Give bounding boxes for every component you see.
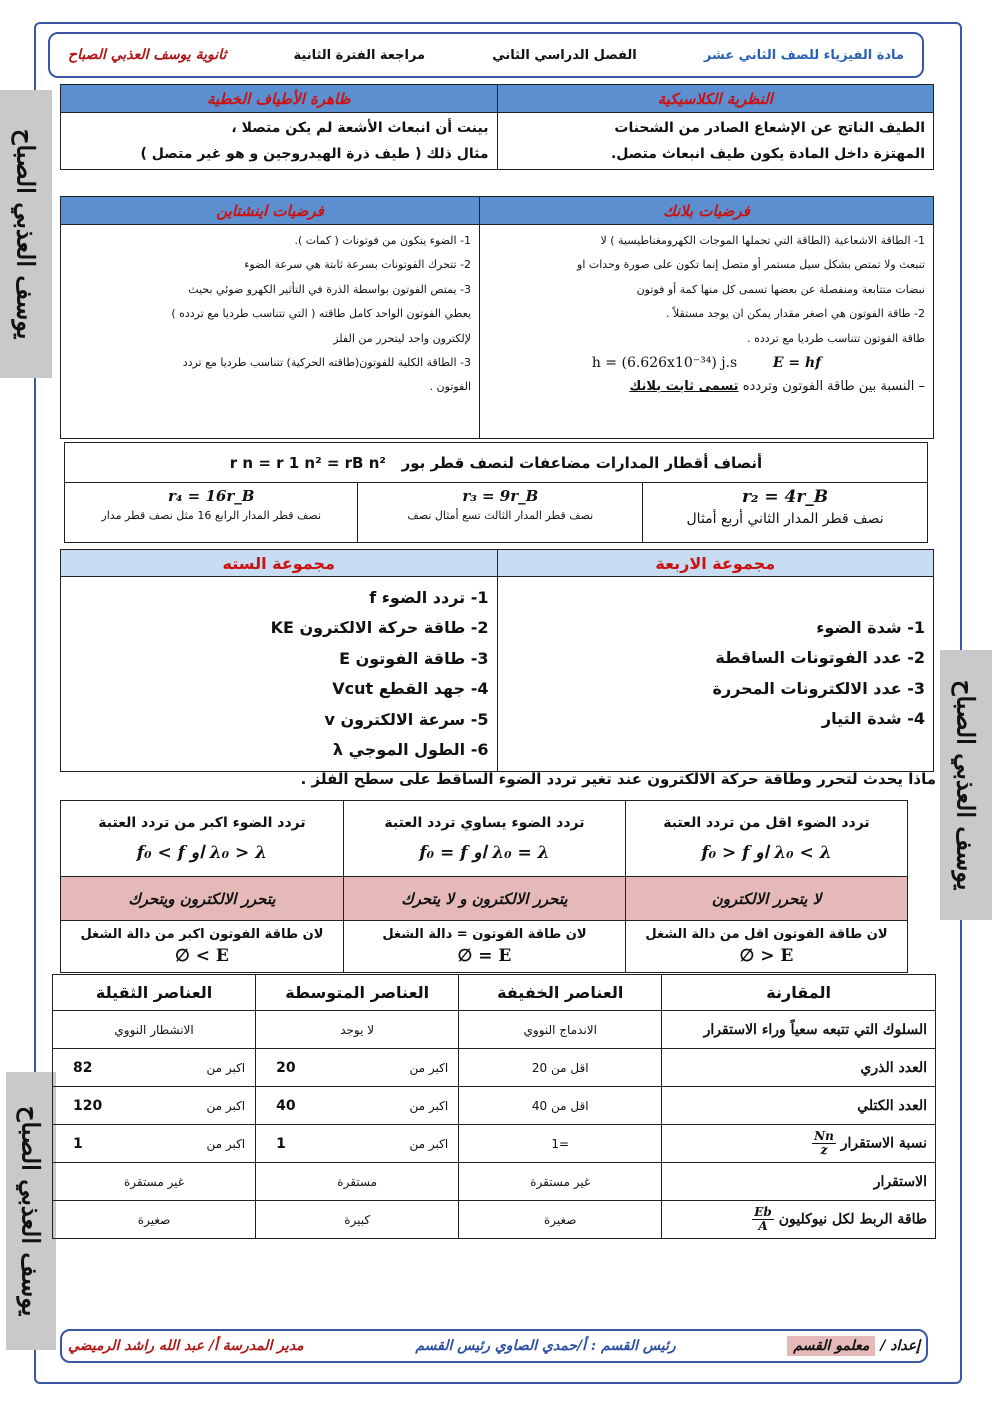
einstein-line: 3- الطاقة الكلية للفوتون(طاقته الحركية) تتناسب طرديا مع تردد — [182, 356, 472, 370]
planck-line: نبضات متتابعة ومنفصلة عن بعضها تسمى كل منها كمة أو فوتون — [636, 282, 925, 296]
reason-above-threshold: لان طاقة الفوتون اكبر من دالة الشغل ∅ < E — [61, 921, 344, 973]
planck-constant-line: – النسبة بين طاقة الفوتون وتردده تسمى ثابت بلانك — [629, 379, 925, 395]
frequency-comparison-table — [60, 800, 908, 973]
hypotheses-table — [60, 196, 934, 439]
term-label: الفصل الدراسي الثاني — [492, 47, 637, 63]
orbit-radii-table — [64, 442, 928, 543]
result-at-threshold: يتحرر الالكترون و لا يتحرك — [343, 877, 625, 921]
group-six-item: 3- طاقة الفوتون E — [339, 648, 489, 668]
table-row: العدد الكتلي اقل من 40 اكبر من 40 اكبر من 120 — [53, 1087, 936, 1125]
side-watermark-bottom-left: يوسف العذبي الصباح — [6, 1072, 56, 1350]
col-heavy: العناصر الثقيلة — [53, 975, 256, 1011]
reason-at-threshold: لان طاقة الفوتون = دالة الشغل ∅ = E — [343, 921, 625, 973]
group-four-title: مجموعة الاربعة — [497, 550, 934, 577]
review-title: مراجعة الفترة الثانية — [293, 47, 426, 63]
planck-formula: h = (6.626x10⁻³⁴) j.s E = hf — [591, 355, 822, 372]
group-four-item: 4- شدة التيار — [821, 709, 925, 729]
binding-fraction: $\frac{Eb}{A}$ — [754, 1205, 772, 1233]
subject-label: مادة الفيزياء للصف الثاني عشر — [703, 47, 904, 63]
planck-line: تنبعث ولا تمتص بشكل سيل مستمر أو متصل إنما تكون على صورة وحدات او — [577, 258, 925, 272]
classical-theory-table — [60, 84, 934, 170]
ratio-fraction: $\frac{Nn}{z}$ — [814, 1129, 834, 1157]
elements-comparison-table — [52, 974, 936, 1239]
einstein-line: لإلكترون واحد ليتحرر من الفلز — [333, 331, 472, 345]
side-watermark-right: يوسف العذبي الصباح — [940, 650, 992, 920]
planck-line: 2- طاقة الفوتون هي اصغر مقدار يمكن ان يوجد مستقلاً . — [666, 307, 925, 321]
einstein-line: يعطي الفوتون الواحد كامل طاقته ( التي تتناسب طرديا مع تردده ) — [171, 307, 472, 321]
orbit-r3: r₃ = 9r_B نصف قطر المدار الثالث تسع أمثال نصف — [358, 483, 643, 543]
einstein-title: فرضيات اينشتاين — [61, 197, 480, 225]
line-spectra-title: ظاهرة الأطياف الخطية — [61, 85, 498, 113]
reason-below-threshold: لان طاقة الفوتون اقل من دالة الشغل ∅ > E — [625, 921, 907, 973]
result-above-threshold: يتحرر الالكترون ويتحرك — [61, 877, 344, 921]
einstein-hypotheses — [61, 225, 480, 439]
einstein-line: الفوتون . — [429, 380, 472, 394]
orbit-r2: r₂ = 4r_B نصف قطر المدار الثاني أربع أمثال — [643, 483, 928, 543]
case-at-threshold: تردد الضوء يساوي تردد العتبة f₀ = f او λ₀ = λ — [343, 801, 625, 877]
page-header — [48, 32, 924, 78]
einstein-line: 1- الضوء يتكون من فوتونات ( كمات ). — [294, 234, 472, 247]
group-six-item: 1- تردد الضوء f — [369, 588, 489, 607]
einstein-line: 2- تتحرك الفوتونات بسرعة ثابتة هي سرعة الضوء — [244, 258, 472, 272]
classical-text: الطيف الناتج عن الإشعاع الصادر من الشحنات المهتزة داخل المادة يكون طيف انبعاث متصل. — [497, 113, 934, 170]
school-name: ثانوية يوسف العذبي الصباح — [68, 47, 227, 63]
case-below-threshold: تردد الضوء اقل من تردد العتبة f₀ > f او λ₀ < λ — [625, 801, 907, 877]
side-watermark-top-left: يوسف العذبي الصباح — [0, 90, 52, 378]
photoelectric-question: ماذا يحدث لتحرر وطاقة حركة الالكترون عند تغير تردد الضوء الساقط على سطح الفلز . — [300, 770, 936, 788]
col-medium: العناصر المتوسطة — [256, 975, 459, 1011]
table-row: طاقة الربط لكل نيوكليون $\frac{Eb}{A}$ صغيرة كبيرة صغيرة — [53, 1201, 936, 1239]
group-six-item: 5- سرعة الالكترون v — [324, 709, 489, 729]
school-principal: مدير المدرسة أ/ عبد الله راشد الرميضي — [68, 1338, 304, 1354]
prepared-by: إعداد / معلمو القسم — [787, 1338, 920, 1354]
col-comparison: المقارنة — [662, 975, 936, 1011]
orbit-r4: r₄ = 16r_B نصف قطر المدار الرابع 16 مثل نصف قطر مدار — [65, 483, 358, 543]
group-four-list — [497, 577, 934, 772]
group-six-title: مجموعة السته — [61, 550, 498, 577]
col-light: العناصر الخفيفة — [459, 975, 662, 1011]
group-four-item: 2- عدد الفوتونات الساقطة — [715, 648, 925, 668]
planck-hypotheses — [480, 225, 934, 439]
planck-line: طاقة الفوتون تتناسب طرديا مع تردده . — [747, 331, 925, 345]
table-row: نسبة الاستقرار $\frac{Nn}{z}$ =1 اكبر من 1 اكبر من 1 — [53, 1125, 936, 1163]
einstein-line: 3- يمتص الفوتون بواسطة الذرة في التأثير الكهرو ضوئي بحيث — [188, 282, 472, 296]
group-six-item: 4- جهد القطع Vcut — [332, 679, 489, 699]
group-six-list — [61, 577, 498, 772]
table-row: العدد الذري اقل من 20 اكبر من 20 اكبر من 82 — [53, 1049, 936, 1087]
group-six-item: 2- طاقة حركة الالكترون KE — [270, 618, 489, 638]
case-above-threshold: تردد الضوء اكبر من تردد العتبة f₀ < f او λ₀ > λ — [61, 801, 344, 877]
group-four-item: 1- شدة الضوء — [816, 618, 925, 637]
page-footer — [60, 1329, 928, 1363]
classical-title: النظرية الكلاسيكية — [497, 85, 934, 113]
department-head: رئيس القسم : أ/حمدي الصاوي رئيس القسم — [415, 1338, 676, 1354]
result-below-threshold: لا يتحرر الالكترون — [625, 877, 907, 921]
table-row: الاستقرار غير مستقرة مستقرة غير مستقرة — [53, 1163, 936, 1201]
group-six-item: 6- الطول الموجي λ — [332, 739, 489, 759]
group-four-item: 3- عدد الالكترونات المحررة — [712, 678, 925, 698]
planck-line: 1- الطاقة الاشعاعية (الطاقة التي تحملها الموجات الكهرومغناطيسية ) لا — [600, 234, 925, 247]
line-spectra-text: بينت أن انبعاث الأشعة لم يكن متصلا ، مثال ذلك ( طيف ذرة الهيدروجين و هو غير متصل ) — [61, 113, 498, 170]
orbit-title: أنصاف أقطار المدارات مضاعفات لنصف قطر بور r n = r 1 n² = rB n² — [65, 443, 928, 483]
planck-title: فرضيات بلانك — [480, 197, 934, 225]
table-row: السلوك التي تتبعه سعياً وراء الاستقرار الاندماج النووي لا يوجد الانشطار النووي — [53, 1011, 936, 1049]
groups-table — [60, 549, 934, 772]
